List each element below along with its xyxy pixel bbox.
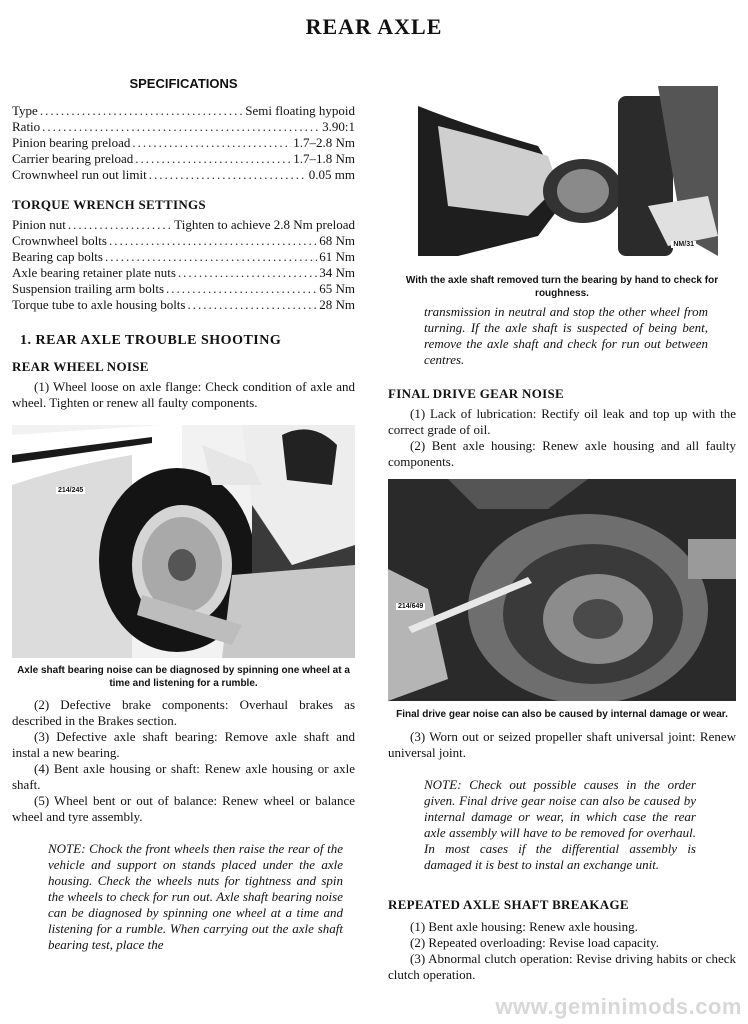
paragraph: (3) Defective axle shaft bearing: Remove axle shaft and instal a new bearing. (12, 729, 355, 760)
spec-label: Type (12, 103, 38, 118)
rear-wheel-noise-heading: REAR WHEEL NOISE (12, 359, 149, 374)
trouble-shooting-heading: 1. REAR AXLE TROUBLE SHOOTING (20, 333, 282, 348)
spec-value: 1.7–1.8 Nm (293, 151, 355, 166)
photo-reference-tag: 214/649 (398, 603, 424, 610)
torque-value: 34 Nm (319, 265, 355, 280)
paragraph: (1) Lack of lubrication: Rectify oil leak and top up with the correct grade of oil. (388, 406, 736, 437)
specifications-heading: SPECIFICATIONS (129, 76, 238, 91)
right-column (388, 86, 736, 983)
torque-label: Torque tube to axle housing bolts (12, 297, 186, 312)
spec-row (12, 167, 355, 183)
spec-value: 3.90:1 (322, 119, 355, 134)
bearing-illustration (418, 86, 718, 266)
site-watermark: www.geminimods.com (495, 994, 742, 1019)
page-title: REAR AXLE (305, 14, 443, 39)
spec-label: Ratio (12, 119, 41, 134)
spec-row (12, 151, 355, 167)
spec-row (12, 103, 355, 119)
paragraph: (3) Worn out or seized propeller shaft universal joint: Renew universal joint. (388, 729, 736, 760)
wheel-spin-illustration (12, 425, 355, 658)
torque-row (12, 217, 355, 233)
paragraph: (1) Wheel loose on axle flange: Check condition of axle and wheel. Tighten or renew all faulty components. (12, 379, 355, 410)
note-continuation: transmission in neutral and stop the other wheel from turning. If the axle shaft is suspected of being bent, remove the axle shaft and check for run out between centres. (424, 304, 708, 367)
paragraph: (4) Bent axle housing or shaft: Renew axle housing or axle shaft. (12, 761, 355, 792)
photo-caption: With the axle shaft removed turn the bearing by hand to check for roughness. (405, 275, 719, 299)
torque-label: Axle bearing retainer plate nuts (12, 265, 176, 280)
specifications-list (12, 103, 355, 183)
left-column (12, 76, 355, 953)
torque-row (12, 281, 355, 297)
differential-photo (388, 479, 736, 701)
spec-value: 1.7–2.8 Nm (293, 135, 355, 150)
torque-list (12, 217, 355, 313)
bearing-photo (418, 86, 718, 266)
torque-label: Pinion nut (12, 217, 66, 232)
photo-reference-tag: NM/31 (673, 241, 694, 248)
spec-row (12, 135, 355, 151)
torque-value: Tighten to achieve 2.8 Nm preload (174, 217, 355, 232)
spec-label: Crownwheel run out limit (12, 167, 147, 182)
paragraph: (2) Defective brake components: Overhaul brakes as described in the Brakes section. (12, 697, 355, 728)
torque-row (12, 297, 355, 313)
photo-reference-tag: 214/245 (58, 487, 84, 494)
torque-value: 61 Nm (319, 249, 355, 264)
paragraph: (3) Abnormal clutch operation: Revise driving habits or check clutch operation. (388, 951, 736, 982)
spec-label: Pinion bearing preload (12, 135, 131, 150)
torque-label: Crownwheel bolts (12, 233, 107, 248)
photo-caption: Axle shaft bearing noise can be diagnosed by spinning one wheel at a time and listening for a rumble. (17, 665, 350, 689)
spec-value: Semi floating hypoid (245, 103, 355, 118)
torque-label: Suspension trailing arm bolts (12, 281, 165, 296)
torque-heading: TORQUE WRENCH SETTINGS (12, 197, 206, 212)
torque-row (12, 233, 355, 249)
wheel-spin-photo (12, 425, 355, 658)
spec-row (12, 119, 355, 135)
paragraph: (1) Bent axle housing: Renew axle housing. (410, 919, 638, 934)
spec-value: 0.05 mm (308, 167, 355, 182)
torque-row (12, 265, 355, 281)
paragraph: (2) Bent axle housing: Renew axle housing and all faulty components. (388, 438, 736, 469)
differential-illustration (388, 479, 736, 701)
final-drive-heading: FINAL DRIVE GEAR NOISE (388, 386, 564, 401)
torque-value: 65 Nm (319, 281, 355, 296)
paragraph: (2) Repeated overloading: Revise load capacity. (410, 935, 659, 950)
spec-label: Carrier bearing preload (12, 151, 134, 166)
note-paragraph: NOTE: Check out possible causes in the order given. Final drive gear noise can also be caused by internal damage or wear, in which case the rear axle assembly will have to be removed for overhaul. In most cases if the differential assembly is damaged it is best to instal an exchange unit. (424, 777, 696, 872)
note-paragraph: NOTE: Chock the front wheels then raise the rear of the vehicle and support on stands placed under the axle housing. Check the wheels nuts for tightness and spin the wheels to check for run out. Axle shaft bearing noise can be diagnosed by spinning one wheel at a time and listening for a rumble. When carrying out the axle shaft bearing test, place the (48, 841, 343, 952)
breakage-heading: REPEATED AXLE SHAFT BREAKAGE (388, 897, 629, 912)
torque-value: 68 Nm (319, 233, 355, 248)
photo-caption: Final drive gear noise can also be caused by internal damage or wear. (396, 709, 728, 720)
paragraph: (5) Wheel bent or out of balance: Renew wheel or balance wheel and tyre assembly. (12, 793, 355, 824)
torque-value: 28 Nm (319, 297, 355, 312)
torque-label: Bearing cap bolts (12, 249, 103, 264)
torque-row (12, 249, 355, 265)
